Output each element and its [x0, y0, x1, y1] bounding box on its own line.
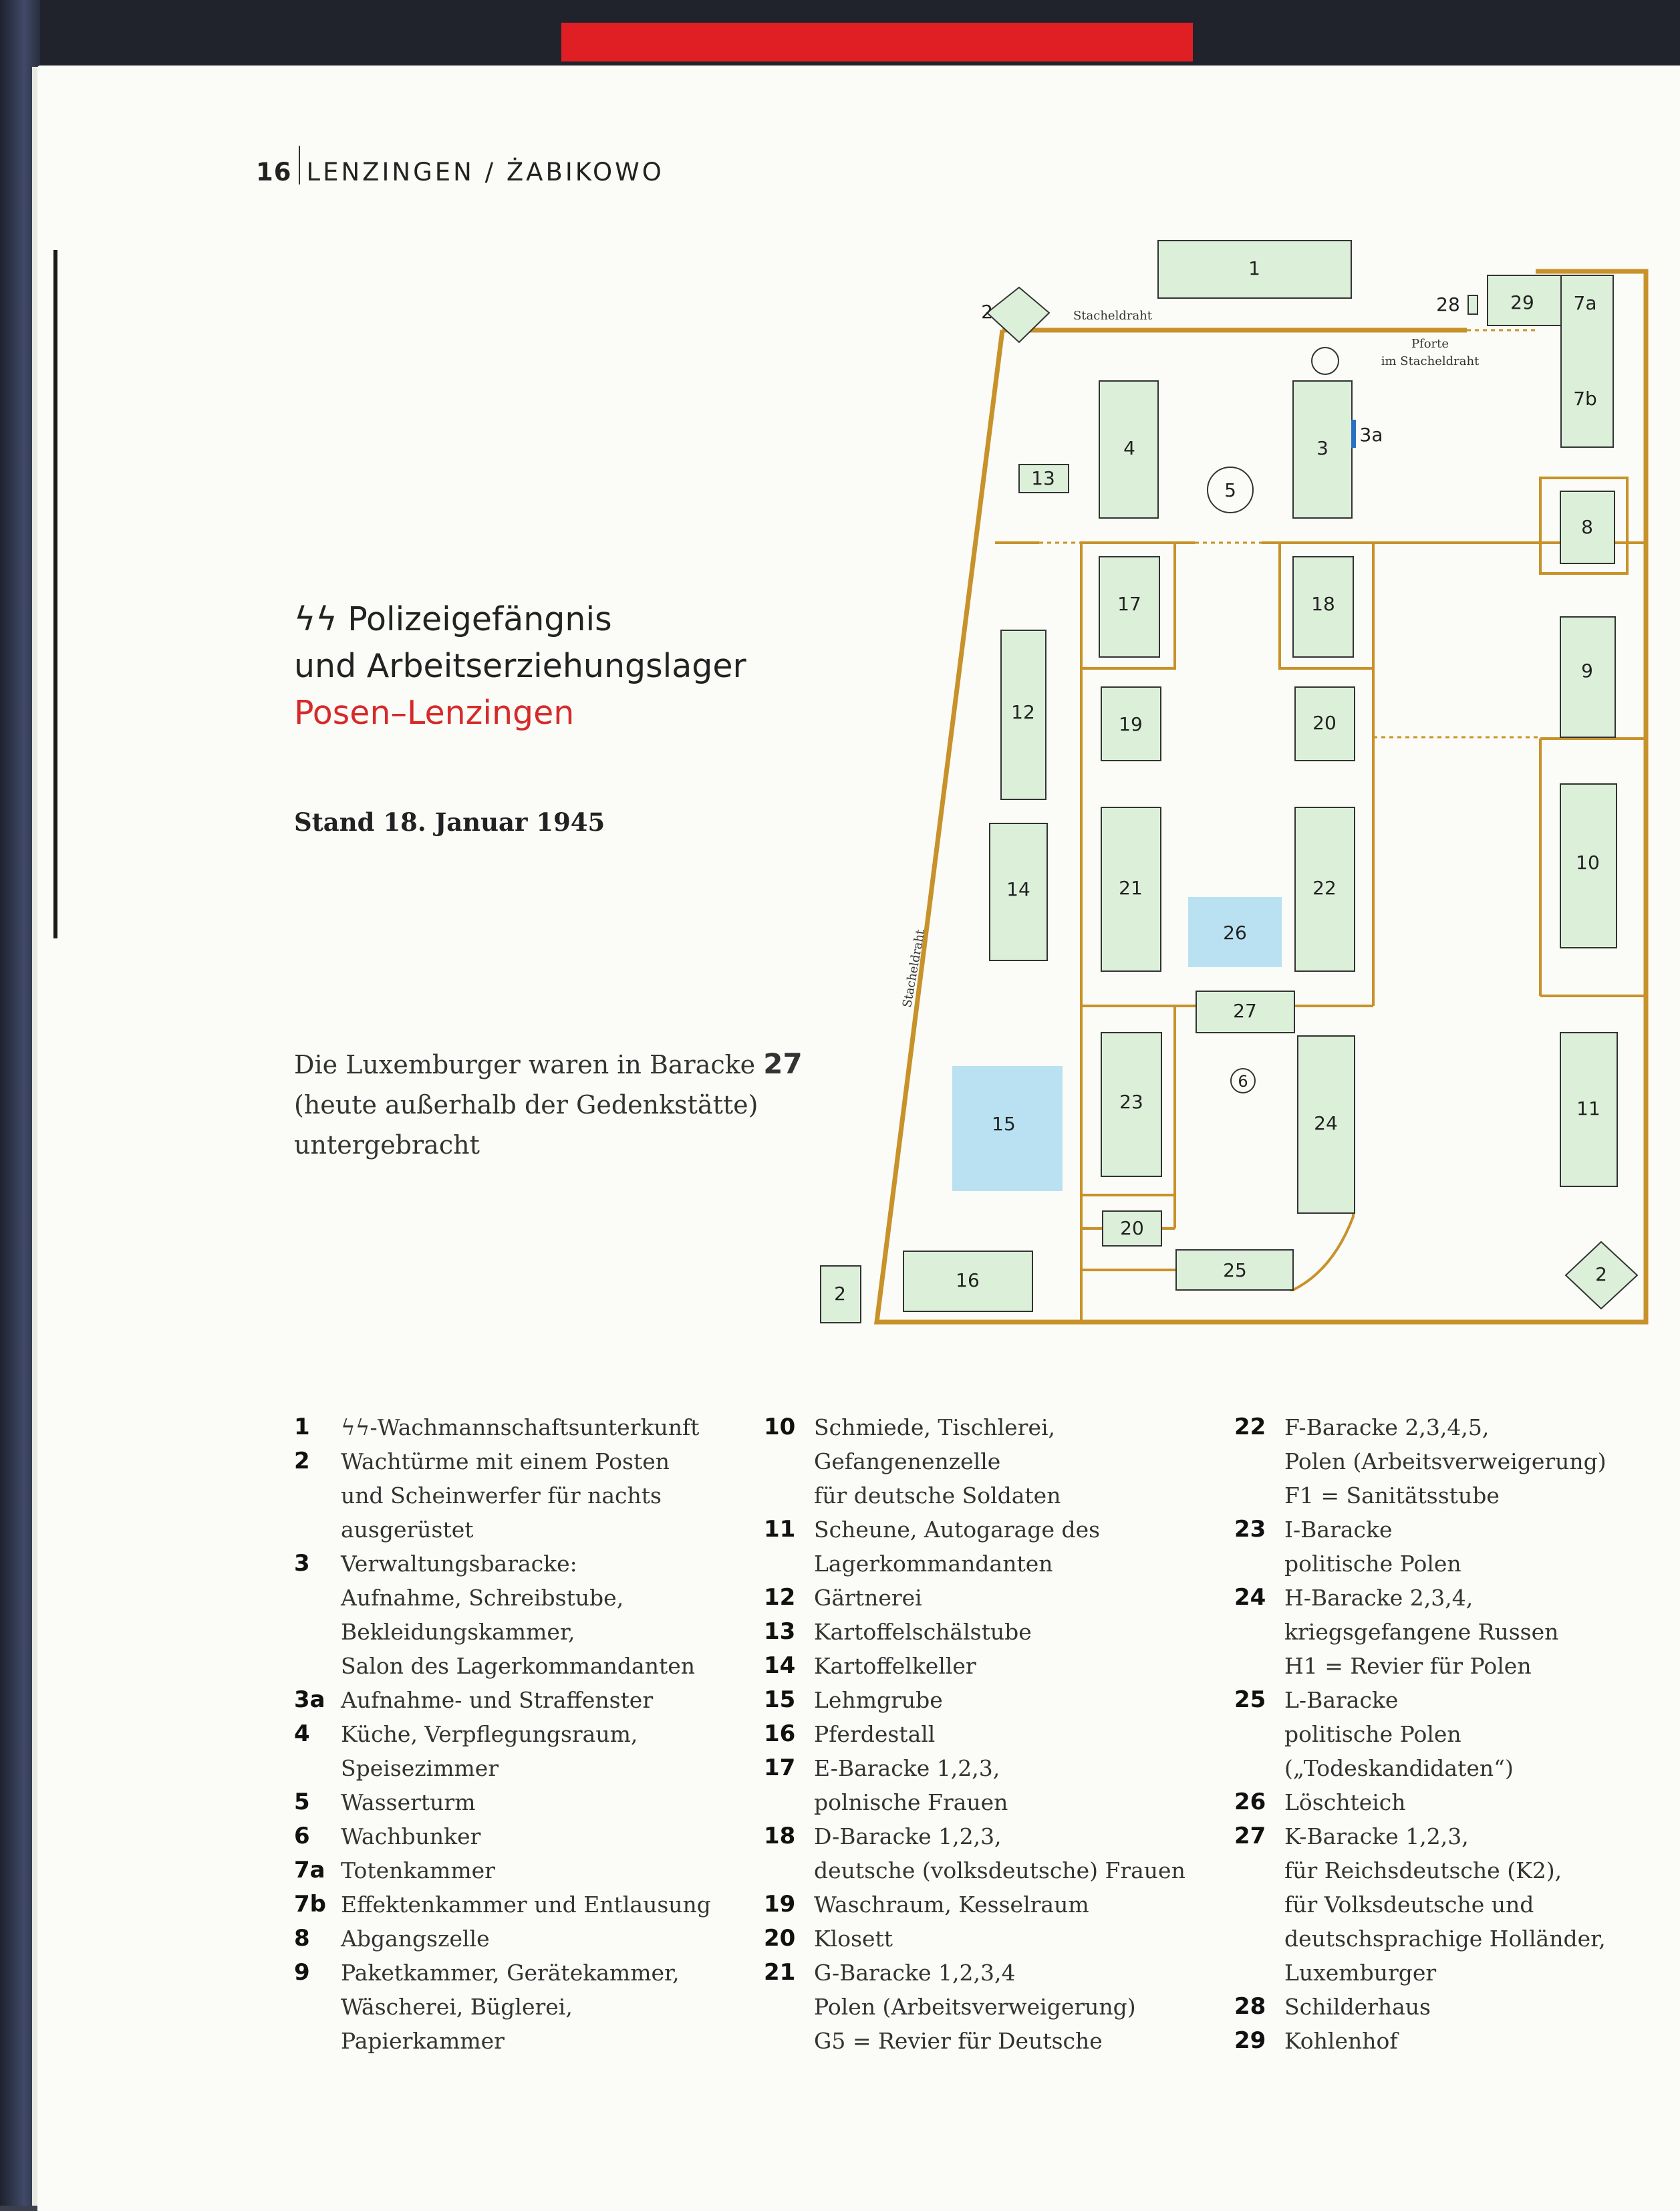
legend-text: Klosett	[814, 1926, 893, 1952]
label-22: 22	[1312, 877, 1337, 899]
legend-text: Küche, Verpflegungsraum, Speisezimmer	[341, 1721, 638, 1781]
legend-text: Löschteich	[1284, 1789, 1406, 1815]
legend-item	[294, 1888, 711, 1922]
legend-item	[1234, 1990, 1606, 2024]
legend-number: 15	[764, 1686, 796, 1713]
label-28: 28	[1436, 293, 1460, 315]
watchtower-northwest	[987, 287, 1049, 342]
legend-item	[1234, 1785, 1606, 1819]
gate-label-line-2: im Stacheldraht	[1381, 354, 1480, 368]
legend-number: 22	[1234, 1414, 1266, 1440]
legend-item	[294, 1785, 711, 1819]
legend-text: Paketkammer, Gerätekammer, Wäscherei, Büglerei, Papierkammer	[341, 1960, 680, 2054]
note-line-3: untergebracht	[294, 1130, 480, 1160]
legend-item	[764, 1956, 1185, 2058]
legend-item	[764, 1683, 1185, 1717]
page-number: 16	[256, 158, 292, 186]
legend-number: 27	[1234, 1823, 1266, 1849]
legend-item	[1234, 2024, 1606, 2058]
legend-item	[764, 1410, 1185, 1513]
window-marker-3a	[1351, 420, 1356, 448]
label-13: 13	[1031, 467, 1055, 489]
legend-column-1	[294, 1410, 711, 2058]
label-15: 15	[992, 1113, 1016, 1135]
legend-text: Pferdestall	[814, 1721, 936, 1747]
legend-text: Kartoffelschälstube	[814, 1619, 1032, 1645]
label-25: 25	[1223, 1259, 1247, 1281]
label-21: 21	[1119, 877, 1143, 899]
legend-text: G-Baracke 1,2,3,4 Polen (Arbeitsverweigerung) G5 = Revier für Deutsche	[814, 1960, 1136, 2054]
legend-text: ϟϟ-Wachmannschaftsunterkunft	[341, 1414, 700, 1440]
legend-item	[764, 1922, 1185, 1956]
gate-label-line-1: Pforte	[1411, 337, 1449, 351]
label-7b: 7b	[1573, 388, 1597, 410]
legend-text: H-Baracke 2,3,4, kriegsgefangene Russen H1 = Revier für Polen	[1284, 1585, 1559, 1679]
label-2: 2	[981, 301, 993, 323]
legend-number: 18	[764, 1823, 796, 1849]
legend-item	[764, 1888, 1185, 1922]
legend-item	[764, 1649, 1185, 1683]
building-28	[1468, 295, 1478, 314]
title-line-3: Posen–Lenzingen	[294, 694, 575, 732]
legend-text: D-Baracke 1,2,3, deutsche (volksdeutsche) Frauen	[814, 1823, 1185, 1883]
legend-number: 7b	[294, 1891, 326, 1918]
legend-item	[764, 1717, 1185, 1751]
legend-number: 10	[764, 1414, 796, 1440]
legend-item	[764, 1581, 1185, 1615]
legend-item	[1234, 1410, 1606, 1513]
round-marker	[1312, 348, 1339, 374]
legend-number: 14	[764, 1652, 796, 1679]
legend-number: 6	[294, 1823, 310, 1849]
legend-text: Schilderhaus	[1284, 1994, 1431, 2020]
label-9: 9	[1581, 660, 1593, 682]
legend-item	[294, 1410, 711, 1444]
legend-item	[764, 1751, 1185, 1819]
legend-text: Gärtnerei	[814, 1585, 922, 1611]
barbed-wire-label-top: Stacheldraht	[1073, 309, 1153, 323]
legend-number: 4	[294, 1720, 310, 1747]
label-26: 26	[1223, 922, 1247, 944]
legend-item	[764, 1615, 1185, 1649]
legend-item	[764, 1819, 1185, 1888]
label-3: 3	[1316, 437, 1328, 459]
legend-text: E-Baracke 1,2,3, polnische Frauen	[814, 1755, 1008, 1815]
legend-number: 3	[294, 1550, 310, 1577]
legend-number: 17	[764, 1754, 796, 1781]
legend-text: L-Baracke politische Polen („Todeskandidaten“)	[1284, 1687, 1514, 1781]
title-line-2: und Arbeitserziehungslager	[294, 647, 746, 685]
label-5: 5	[1224, 479, 1236, 501]
legend-item	[294, 1717, 711, 1785]
legend-number: 29	[1234, 2027, 1266, 2054]
label-20: 20	[1120, 1217, 1144, 1239]
label-11: 11	[1576, 1097, 1600, 1120]
label-10: 10	[1576, 852, 1600, 874]
legend-item	[294, 1956, 711, 2058]
legend-text: Waschraum, Kesselraum	[814, 1892, 1089, 1918]
label-1: 1	[1248, 257, 1260, 279]
legend-number: 24	[1234, 1584, 1266, 1611]
legend-number: 13	[764, 1618, 796, 1645]
title-line-1: ϟϟ Polizeigefängnis	[294, 600, 612, 638]
legend-number: 9	[294, 1959, 310, 1986]
barbed-wire-label-side: Stacheldraht	[899, 928, 928, 1009]
legend-number: 26	[1234, 1789, 1266, 1815]
label-29: 29	[1510, 291, 1534, 313]
label-27: 27	[1233, 1000, 1257, 1022]
note-line-2: (heute außerhalb der Gedenkstätte)	[294, 1090, 758, 1120]
legend-item	[1234, 1581, 1606, 1683]
legend-text: Lehmgrube	[814, 1687, 943, 1713]
legend-number: 16	[764, 1720, 796, 1747]
label-16: 16	[956, 1269, 980, 1291]
legend-text: I-Baracke politische Polen	[1284, 1517, 1461, 1577]
legend-number: 25	[1234, 1686, 1266, 1713]
legend-text: Wasserturm	[341, 1789, 476, 1815]
label-4: 4	[1123, 437, 1135, 459]
legend-text: Effektenkammer und Entlausung	[341, 1892, 711, 1918]
legend-number: 5	[294, 1789, 310, 1815]
label-3a: 3a	[1359, 424, 1383, 446]
legend-number: 8	[294, 1925, 310, 1952]
date-caption: Stand 18. Januar 1945	[294, 807, 605, 837]
legend-column-3	[1234, 1410, 1606, 2058]
legend-number: 21	[764, 1959, 796, 1986]
legend-text: F-Baracke 2,3,4,5, Polen (Arbeitsverweigerung) F1 = Sanitätsstube	[1284, 1414, 1606, 1509]
label-23: 23	[1119, 1091, 1143, 1113]
legend-text: Schmiede, Tischlerei, Gefangenenzelle für deutsche Soldaten	[814, 1414, 1061, 1509]
legend-text: Wachbunker	[341, 1823, 481, 1849]
legend-item	[294, 1683, 711, 1717]
label-12: 12	[1011, 701, 1035, 723]
legend-number: 2	[294, 1448, 310, 1474]
label-18: 18	[1311, 593, 1335, 615]
legend-item	[1234, 1513, 1606, 1581]
legend-item	[294, 1922, 711, 1956]
legend-text: Abgangszelle	[341, 1926, 490, 1952]
legend-text: Kartoffelkeller	[814, 1653, 976, 1679]
legend-text: Scheune, Autogarage des Lagerkommandanten	[814, 1517, 1101, 1577]
label-8: 8	[1581, 516, 1593, 538]
legend-number: 12	[764, 1584, 796, 1611]
legend-text: Verwaltungsbaracke: Aufnahme, Schreibstube, Bekleidungskammer, Salon des Lagerkommandanten	[341, 1551, 696, 1679]
legend-number: 20	[764, 1925, 796, 1952]
legend-number: 19	[764, 1891, 796, 1918]
label-19: 19	[1119, 713, 1143, 735]
legend-column-2	[764, 1410, 1185, 2058]
legend-text: Totenkammer	[341, 1857, 495, 1883]
legend-text: Wachtürme mit einem Posten und Scheinwerfer für nachts ausgerüstet	[341, 1448, 670, 1543]
legend-item	[294, 1444, 711, 1547]
label-2: 2	[1595, 1263, 1607, 1285]
legend-item	[1234, 1819, 1606, 1990]
legend-item	[294, 1547, 711, 1683]
legend-number: 23	[1234, 1516, 1266, 1543]
legend-item	[294, 1819, 711, 1853]
legend-number: 11	[764, 1516, 796, 1543]
label-2: 2	[834, 1283, 846, 1305]
label-24: 24	[1314, 1112, 1338, 1134]
note-text: Die Luxemburger waren in Baracke	[294, 1050, 764, 1079]
legend-number: 1	[294, 1414, 310, 1440]
legend-number: 7a	[294, 1857, 325, 1883]
legend-item	[764, 1513, 1185, 1581]
legend-text: K-Baracke 1,2,3, für Reichsdeutsche (K2), für Volksdeutsche und deutschsprachige Holländer, Luxemburger	[1284, 1823, 1606, 1986]
note-barrack-number: 27	[763, 1047, 803, 1080]
legend-item	[294, 1853, 711, 1888]
label-6: 6	[1238, 1072, 1248, 1091]
legend-text: Aufnahme- und Straffenster	[341, 1687, 654, 1713]
legend-item	[1234, 1683, 1606, 1785]
label-14: 14	[1006, 878, 1030, 900]
legend-number: 28	[1234, 1993, 1266, 2020]
legend-number: 3a	[294, 1686, 325, 1713]
label-7a: 7a	[1573, 292, 1597, 314]
legend-text: Kohlenhof	[1284, 2028, 1398, 2054]
label-20: 20	[1312, 712, 1337, 734]
header-title: LENZINGEN / ŻABIKOWO	[306, 158, 664, 186]
label-17: 17	[1117, 593, 1141, 615]
